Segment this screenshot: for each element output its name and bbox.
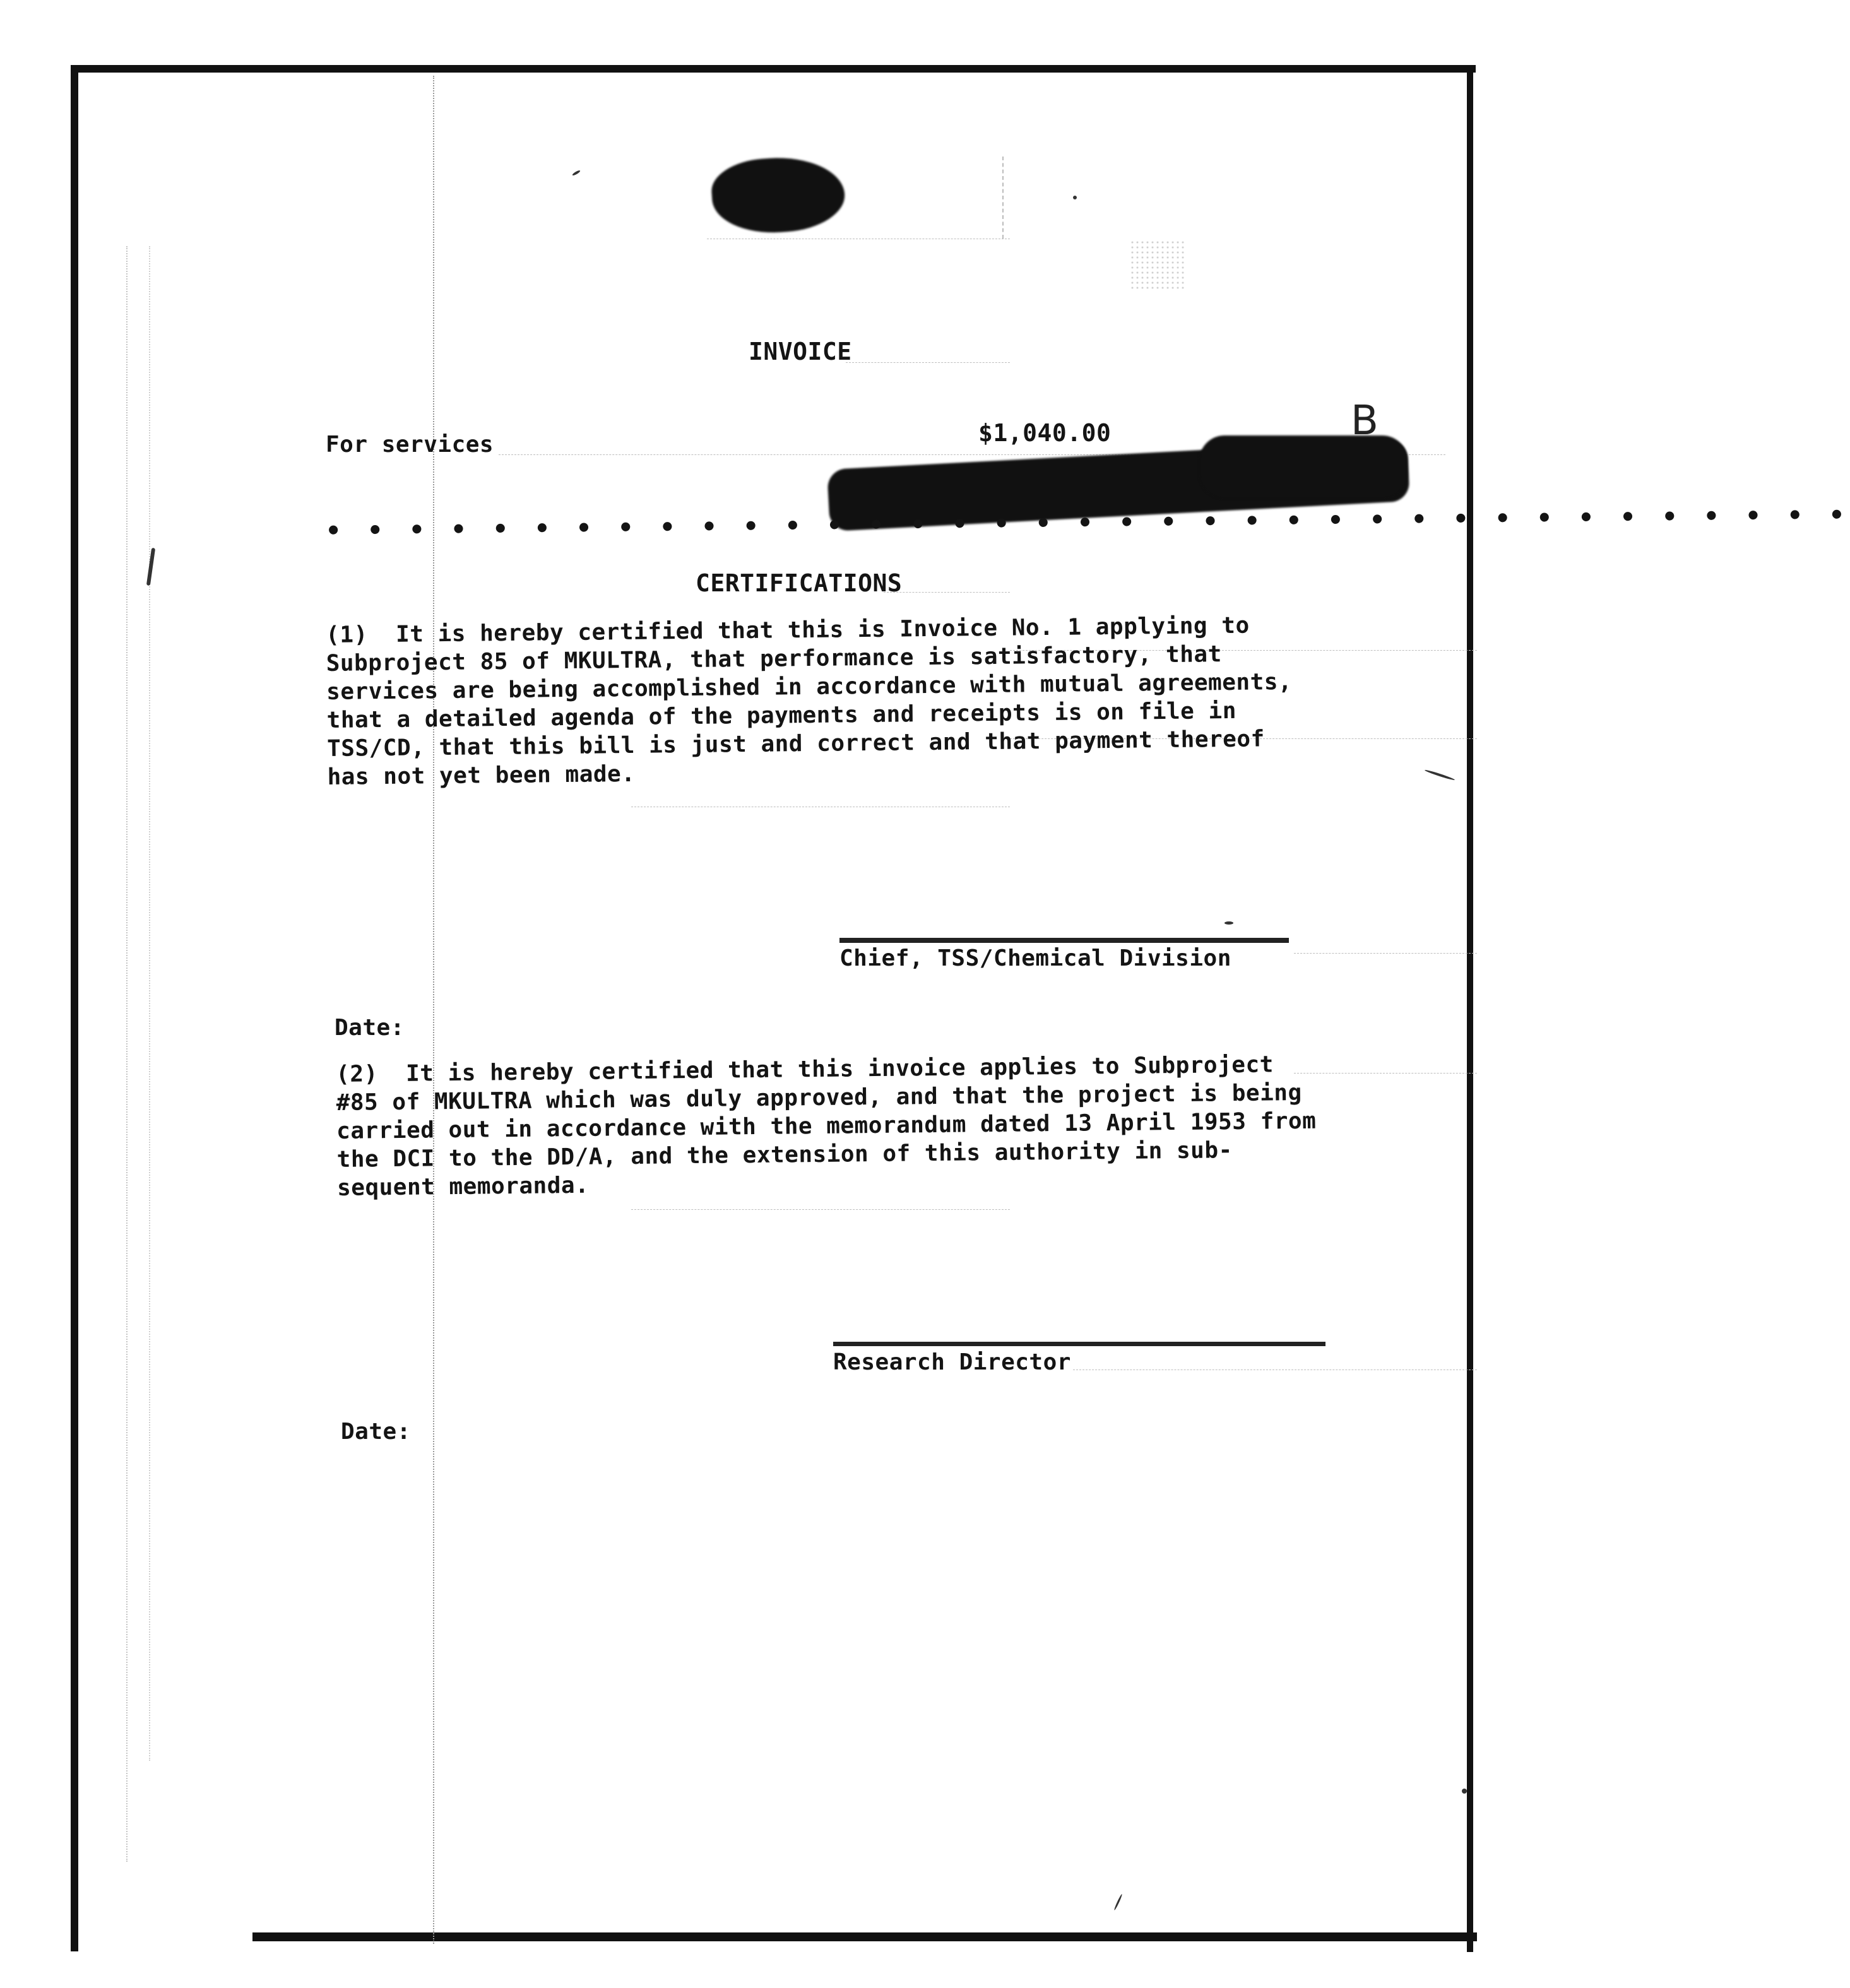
scan-guide-line	[433, 76, 434, 1944]
scan-guide-line	[149, 246, 150, 1761]
scan-speck	[572, 170, 581, 176]
scan-noise	[1130, 240, 1187, 290]
scan-speck	[1425, 769, 1456, 781]
dotted-separator: • • • • • • • • • • • • • • • • • • • • • • • • • • • • • • • • • • • • •	[325, 500, 1850, 546]
scan-speck	[1462, 1789, 1467, 1794]
scan-border-top	[71, 65, 1476, 73]
scan-border-corner	[71, 1939, 78, 1951]
scan-border-left	[71, 65, 78, 1946]
handwritten-mark: B	[1351, 398, 1379, 444]
scan-guide-line	[884, 592, 1010, 593]
scan-border-bottom	[252, 1932, 1477, 1941]
scan-speck	[146, 548, 155, 586]
signatory-1: Chief, TSS/Chemical Division	[839, 945, 1231, 971]
cert2-line: carried out in accordance with the memorandum dated 13 April 1953 from	[336, 1108, 1317, 1144]
scan-speck	[1073, 196, 1077, 199]
invoice-amount: $1,040.00	[978, 419, 1112, 447]
certifications-heading: CERTIFICATIONS	[696, 569, 903, 597]
certification-1	[326, 611, 1293, 791]
cert1-line: that a detailed agenda of the payments and receipts is on file in	[326, 697, 1237, 733]
scan-guide-line	[1294, 953, 1477, 954]
cert1-line: TSS/CD, that this bill is just and correct and that payment thereof	[326, 726, 1265, 762]
signature-line-1	[839, 938, 1289, 943]
scan-guide-line	[846, 362, 1010, 363]
for-services-label: For services	[326, 432, 494, 458]
scan-guide-line	[1002, 157, 1005, 239]
scan-guide-line	[1294, 1073, 1477, 1074]
scan-guide-line	[126, 246, 127, 1862]
scan-guide-line	[631, 1209, 1010, 1210]
cert1-line: (1) It is hereby certified that this is Invoice No. 1 applying to	[326, 612, 1250, 648]
signatory-2: Research Director	[833, 1349, 1071, 1375]
cert1-line: Subproject 85 of MKULTRA, that performance is satisfactory, that	[326, 641, 1222, 677]
scan-speck	[1224, 921, 1233, 925]
cert1-line: services are being accomplished in accordance with mutual agreements,	[326, 668, 1293, 705]
cert2-line: (2) It is hereby certified that this invoice applies to Subproject	[336, 1051, 1274, 1087]
date-label-1: Date:	[335, 1015, 405, 1041]
cert2-line: the DCI to the DD/A, and the extension of this authority in sub-	[336, 1137, 1233, 1173]
redaction-payee-extent	[1199, 435, 1408, 499]
redaction-top	[709, 153, 847, 237]
date-label-2: Date:	[341, 1419, 411, 1445]
cert1-line: has not yet been made.	[327, 760, 636, 790]
invoice-title: INVOICE	[749, 338, 852, 365]
signature-line-2	[833, 1342, 1325, 1346]
cert2-line: #85 of MKULTRA which was duly approved, and that the project is being	[336, 1079, 1302, 1116]
scan-speck	[1113, 1894, 1123, 1911]
cert2-line: sequent memoranda.	[336, 1172, 590, 1201]
certification-2	[336, 1050, 1317, 1202]
scan-border-right	[1467, 65, 1473, 1952]
